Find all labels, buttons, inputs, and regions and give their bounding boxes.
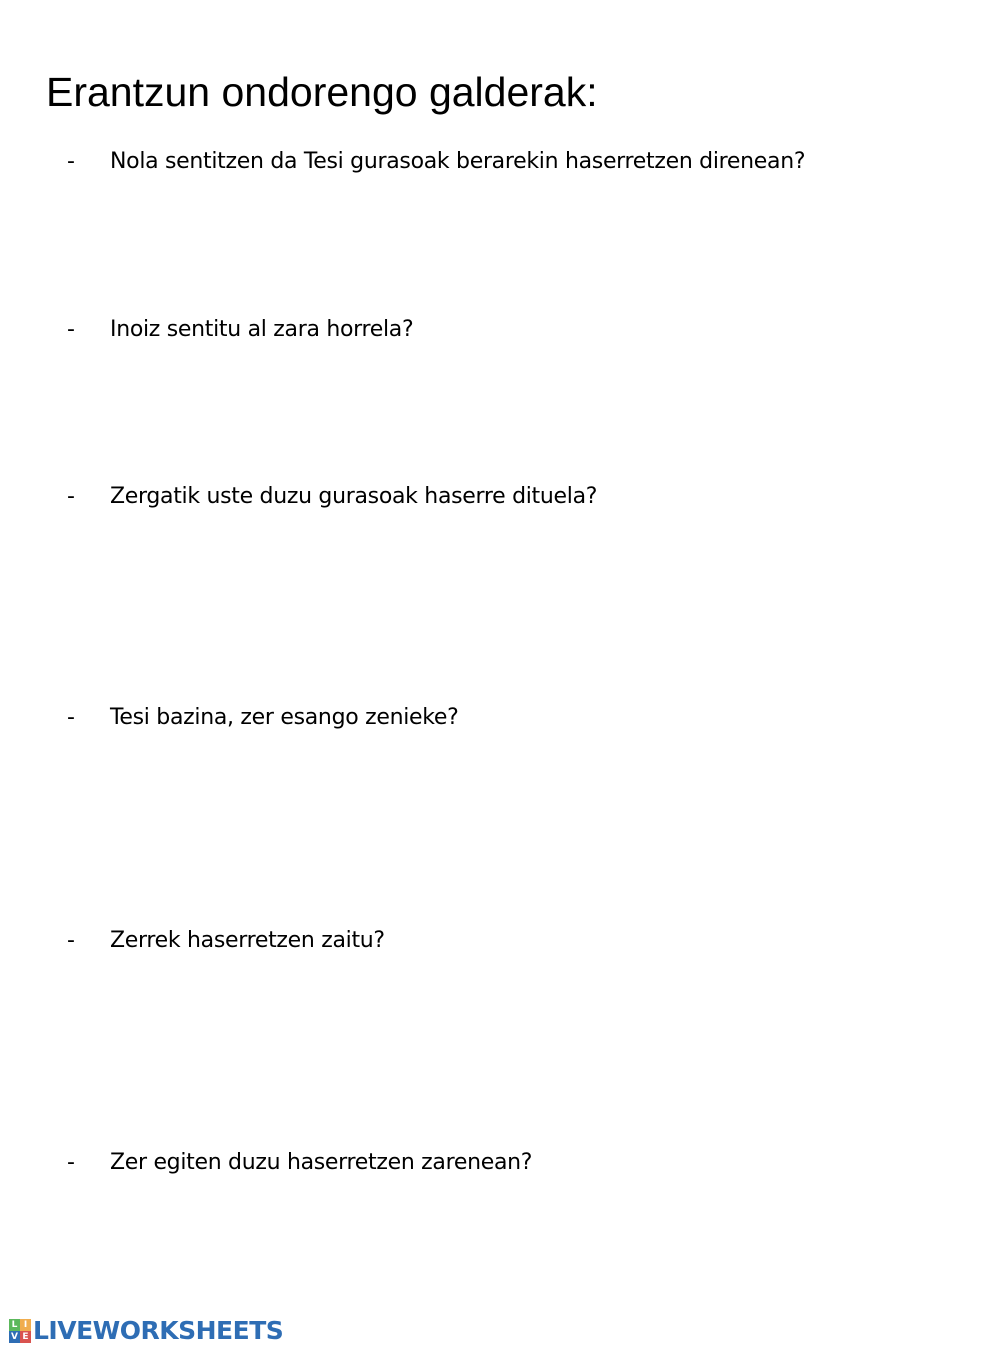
liveworksheets-logo[interactable] (9, 1316, 283, 1346)
bullet-dash: - (67, 928, 75, 953)
question-item (0, 145, 1000, 179)
bullet-dash: - (67, 1150, 75, 1175)
question-item (0, 1146, 1000, 1180)
bullet-dash: - (67, 317, 75, 342)
question-text: Inoiz sentitu al zara horrela? (110, 317, 414, 342)
bullet-dash: - (67, 484, 75, 509)
question-text: Zergatik uste duzu gurasoak haserre dituela? (110, 484, 598, 509)
bullet-dash: - (67, 705, 75, 730)
logo-mark-letter: E (20, 1331, 31, 1343)
logo-text: LIVEWORKSHEETS (33, 1316, 284, 1345)
question-text: Nola sentitzen da Tesi gurasoak berarekin haserretzen direnean? (110, 149, 806, 174)
question-item (0, 480, 1000, 514)
logo-mark-letter: L (9, 1319, 20, 1331)
question-text: Zerrek haserretzen zaitu? (110, 928, 385, 953)
logo-mark-icon (9, 1319, 31, 1343)
bullet-dash: - (67, 149, 75, 174)
question-text: Zer egiten duzu haserretzen zarenean? (110, 1150, 533, 1175)
question-item (0, 924, 1000, 958)
question-item (0, 701, 1000, 735)
question-item (0, 313, 1000, 347)
logo-mark-letter: V (9, 1331, 20, 1343)
logo-mark-letter: I (20, 1319, 31, 1331)
page-title: Erantzun ondorengo galderak: (46, 69, 598, 115)
question-text: Tesi bazina, zer esango zenieke? (110, 705, 459, 730)
